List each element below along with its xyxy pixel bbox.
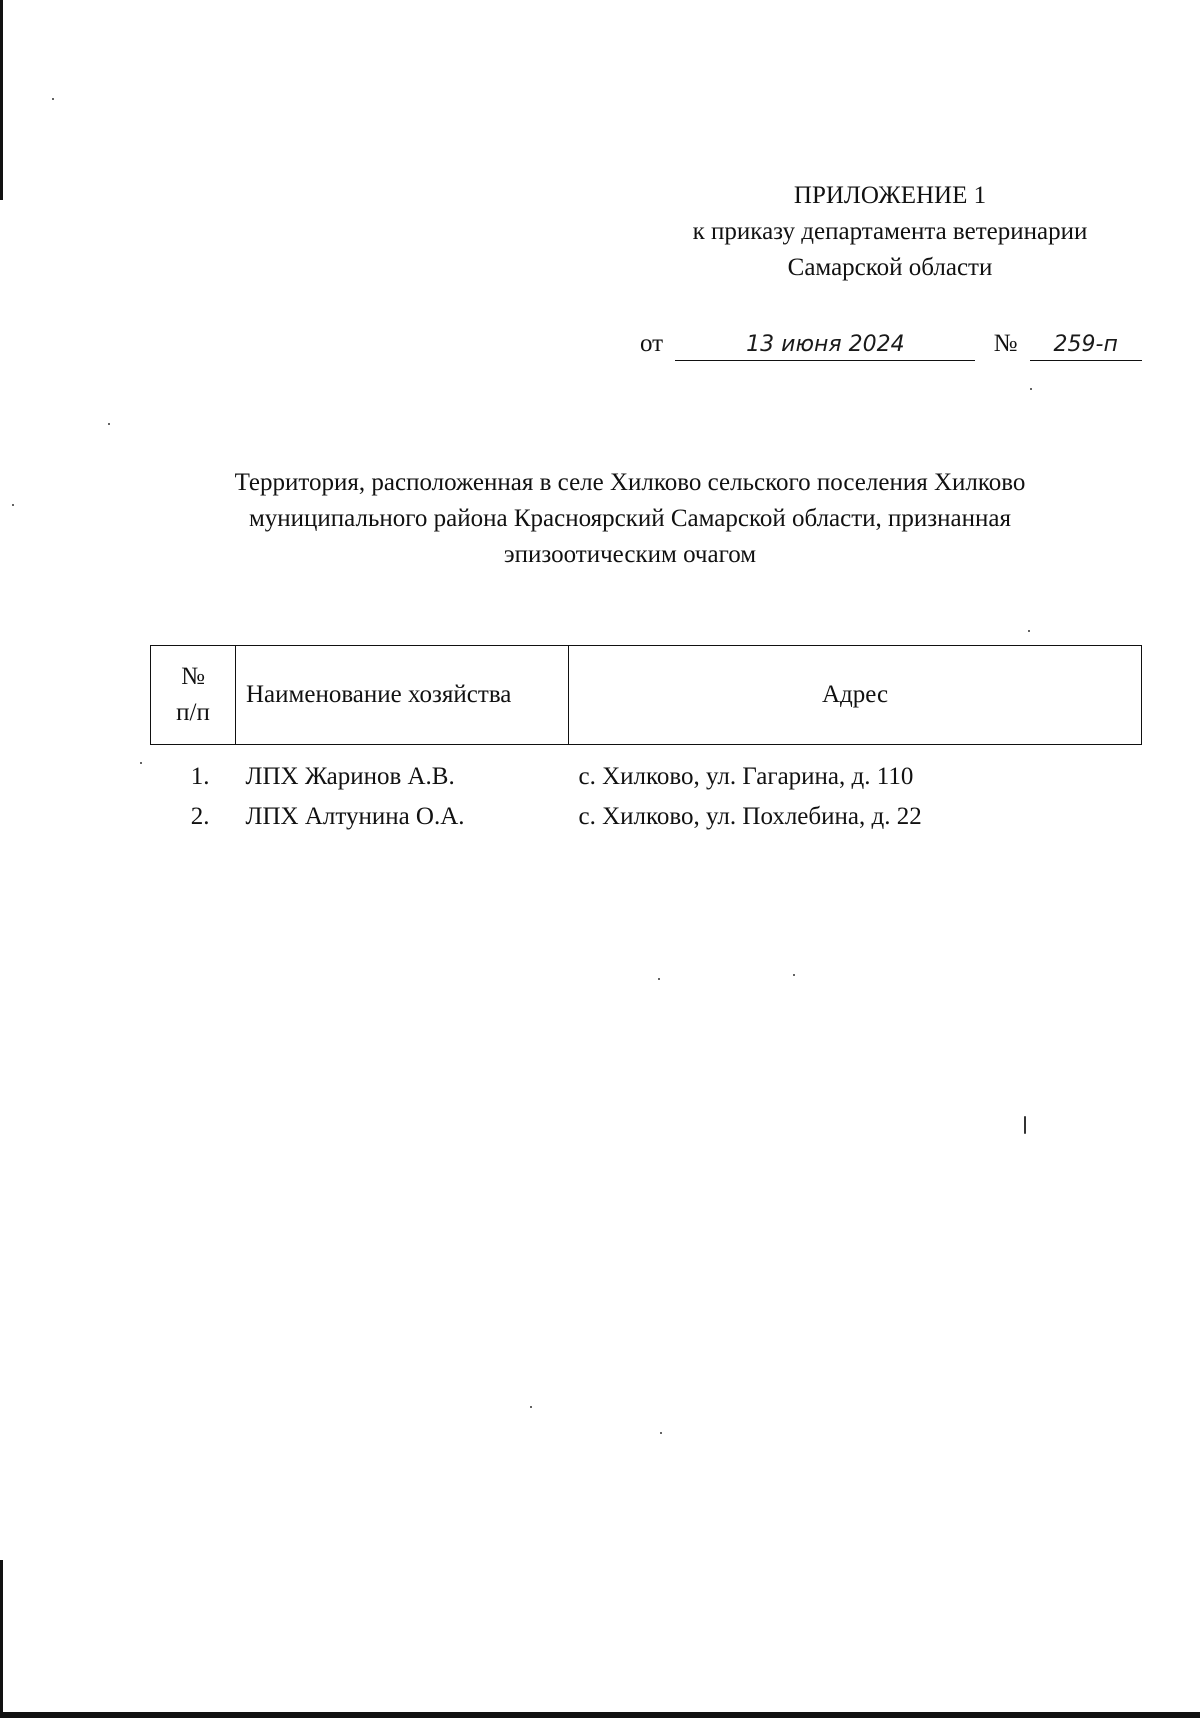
scan-speck (140, 762, 142, 764)
table-row (151, 745, 1142, 798)
scan-edge-left-lower (0, 1560, 3, 1718)
order-reference: к приказу департамента ветеринарии (692, 218, 1088, 245)
handwritten-order-number: 259-п (1030, 330, 1142, 361)
table-header-row (151, 646, 1142, 745)
appendix-label: ПРИЛОЖЕНИЕ 1 (793, 182, 987, 209)
row-number: 2. (190, 803, 210, 830)
row-number: 1. (190, 763, 210, 790)
row-address: с. Хилково, ул. Похлебина, д. 22 (578, 803, 922, 830)
document-title (150, 465, 1110, 573)
region-name: Самарской области (787, 254, 993, 281)
date-prefix: от (640, 330, 664, 357)
scan-edge-left (0, 0, 3, 200)
scan-speck (793, 974, 795, 976)
scan-speck (658, 978, 660, 980)
number-sign: № (993, 330, 1018, 357)
title-line-3: эпизоотическим очагом (503, 541, 757, 568)
row-farm-name: ЛПХ Алтунина О.А. (245, 803, 465, 830)
header-number-sign: № (181, 663, 205, 690)
scan-speck (1028, 630, 1030, 632)
approval-block (640, 178, 1140, 286)
order-date-line (640, 326, 1140, 362)
header-number (151, 646, 236, 745)
header-address: Адрес (569, 646, 1142, 745)
scan-speck (660, 1432, 662, 1434)
row-farm-name: ЛПХ Жаринов А.В. (245, 763, 455, 790)
scan-speck (530, 1406, 532, 1408)
scan-speck (12, 504, 14, 506)
handwritten-date: 13 июня 2024 (675, 330, 975, 361)
title-line-1: Территория, расположенная в селе Хилково сельского поселения Хилково (234, 469, 1026, 496)
header-number-pp: п/п (176, 699, 210, 726)
row-address: с. Хилково, ул. Гагарина, д. 110 (578, 763, 914, 790)
scan-speck (52, 98, 54, 100)
title-line-2: муниципального района Красноярский Самарской области, признанная (248, 505, 1012, 532)
farms-table (150, 645, 1142, 837)
header-farm-name: Наименование хозяйства (236, 646, 569, 745)
table-row (151, 797, 1142, 837)
scan-speck (1024, 1116, 1026, 1134)
scan-speck (1030, 388, 1032, 390)
scan-edge-bottom (0, 1712, 1200, 1718)
scan-speck (108, 423, 110, 425)
